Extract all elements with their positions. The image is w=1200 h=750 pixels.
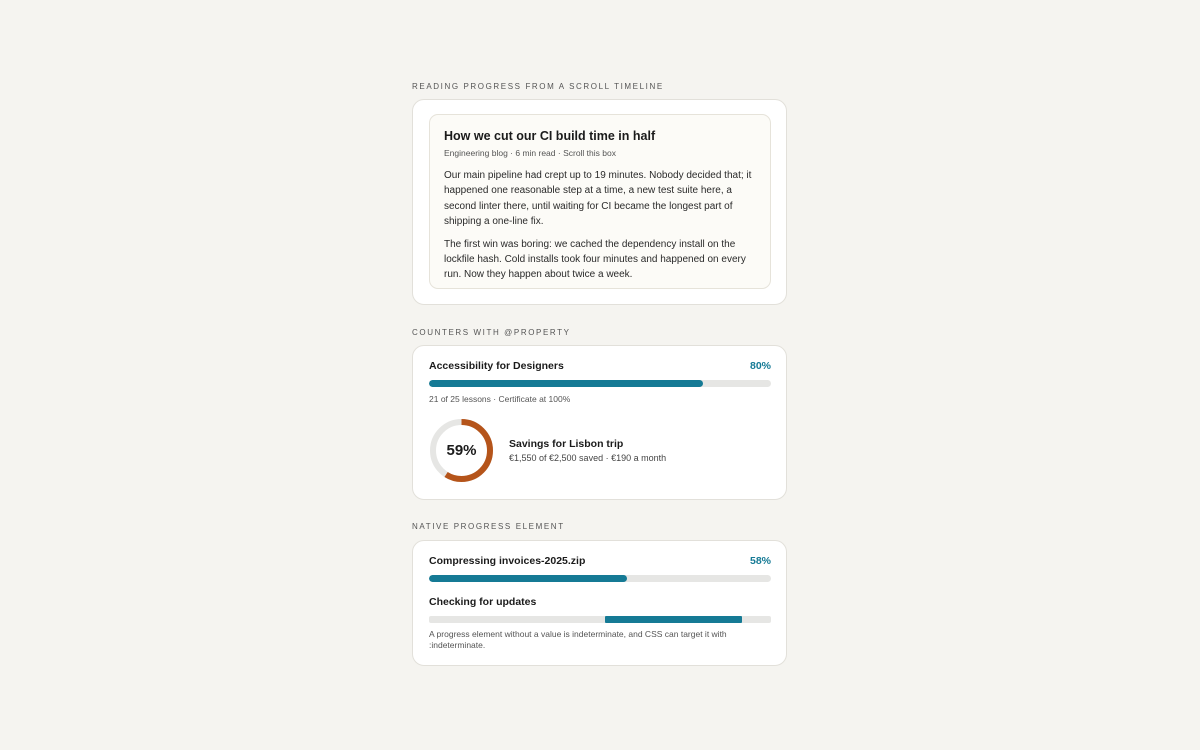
updates-note: A progress element without a value is indeterminate, and CSS can target it with :indeterminate. bbox=[429, 629, 727, 650]
savings-ring bbox=[429, 418, 494, 483]
course-progress-fill bbox=[429, 380, 703, 387]
counters-card bbox=[412, 345, 787, 500]
compress-title: Compressing invoices-2025.zip bbox=[429, 555, 586, 567]
compress-progress-bar bbox=[429, 575, 771, 582]
compress-progress-fill bbox=[429, 575, 627, 582]
savings-title: Savings for Lisbon trip bbox=[509, 438, 624, 450]
compress-percent: 58% bbox=[749, 555, 771, 567]
article-paragraph: Our main pipeline had crept up to 19 minutes. Nobody decided that; it happened one reasonable step at a time, a new test suite here, a second linter there, until waiting for CI became the longest part of shipping a one-line fix. bbox=[444, 170, 752, 228]
savings-percent: 59% bbox=[446, 442, 477, 459]
article-meta: Engineering blog · 6 min read · Scroll this box bbox=[444, 148, 616, 158]
indeterminate-segment bbox=[605, 616, 742, 623]
updates-indeterminate-bar bbox=[429, 616, 771, 623]
native-progress-card bbox=[412, 540, 787, 666]
course-note: 21 of 25 lessons · Certificate at 100% bbox=[429, 394, 571, 404]
updates-progress-header bbox=[429, 596, 771, 612]
section-label-scroll: READING PROGRESS FROM A SCROLL TIMELINE bbox=[412, 82, 664, 91]
compress-progress-header bbox=[429, 555, 771, 571]
article-paragraph: The first win was boring: we cached the dependency install on the lockfile hash. Cold installs took four minutes and happened on every run. Now they happen about twice a week. bbox=[444, 238, 746, 281]
savings-subtitle: €1,550 of €2,500 saved · €190 a month bbox=[509, 453, 667, 463]
course-progress-bar bbox=[429, 380, 771, 387]
course-progress-header bbox=[429, 360, 771, 376]
section-label-counters: COUNTERS WITH @PROPERTY bbox=[412, 328, 571, 337]
section-label-native: NATIVE PROGRESS ELEMENT bbox=[412, 522, 565, 531]
course-percent: 80% bbox=[749, 360, 771, 372]
updates-title: Checking for updates bbox=[429, 596, 537, 608]
course-title: Accessibility for Designers bbox=[429, 360, 564, 372]
article-scroll-box[interactable] bbox=[429, 114, 771, 289]
article-card bbox=[412, 99, 787, 305]
article-title: How we cut our CI build time in half bbox=[444, 129, 656, 143]
